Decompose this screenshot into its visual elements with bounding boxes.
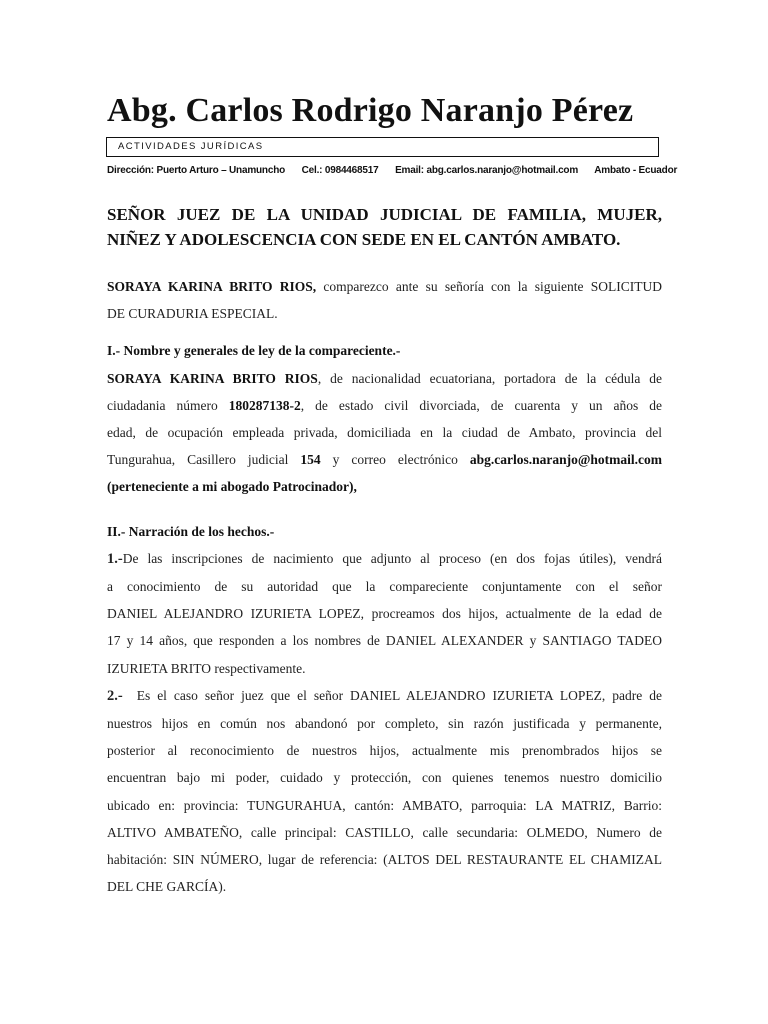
section-2-heading: II.- Narración de los hechos.- (107, 523, 275, 539)
fact-2-line-5: ubicado en: provincia: TUNGURAHUA, cantón: AMBATO, parroquia: LA MATRIZ, Barrio: (107, 797, 662, 813)
fact-2-line-8: DEL CHE GARCÍA). (107, 879, 227, 895)
fact-2-line-3: posterior al reconocimiento de nuestros hijos, actualmente mis prenombrados hijos se (107, 743, 662, 759)
email-address: abg.carlos.naranjo@hotmail.com (469, 452, 662, 468)
fact-2-l1-text: Es el caso señor juez que el señor DANIEL ALEJANDRO IZURIETA LOPEZ, padre de (122, 687, 662, 703)
activities-box (106, 137, 659, 157)
fact-2-line-6: ALTIVO AMBATEÑO, calle principal: CASTILLO, calle secundaria: OLMEDO, Numero de (107, 824, 662, 840)
id-number: 180287138-2 (228, 397, 301, 413)
fact-1-line-1 (107, 545, 662, 573)
document-body (107, 273, 662, 900)
fact-2-line-4: encuentran bajo mi poder, cuidado y protección, con quienes tenemos nuestro domicilio (107, 770, 662, 786)
fact-1-line-3: DANIEL ALEJANDRO IZURIETA LOPEZ, procreamos dos hijos, actualmente de la edad de (107, 606, 662, 622)
intro-text: comparezco ante su señoría con la siguiente SOLICITUD (316, 279, 662, 294)
fact-2-line-1 (107, 682, 662, 710)
fact-1-line-2: a conocimiento de su autoridad que la compareciente conjuntamente con el señor (107, 579, 662, 595)
fact-1-l1-text: De las inscripciones de nacimiento que adjunto al proceso (en dos fojas útiles), vendrá (122, 550, 662, 566)
addressee-heading (107, 202, 662, 252)
fact-1-line-5: IZURIETA BRITO respectivamente. (107, 660, 306, 676)
fact-1-paragraph (107, 545, 662, 682)
s1-l2-a: ciudadania número (107, 397, 229, 413)
fact-2-number: 2.- (107, 687, 123, 704)
lawyer-name: Abg. Carlos Rodrigo Naranjo Pérez (107, 92, 634, 129)
s1-l2-b: , de estado civil divorciada, de cuarenta y un años de (300, 397, 662, 413)
contact-line (107, 165, 691, 176)
addressee-line-2: NIÑEZ Y ADOLESCENCIA CON SEDE EN EL CANTÓN AMBATO. (107, 230, 621, 249)
petitioner-name-2: SORAYA KARINA BRITO RIOS (107, 370, 318, 386)
s1-line-5: (perteneciente a mi abogado Patrocinador), (107, 479, 357, 495)
activities-label: ACTIVIDADES JURÍDICAS (118, 141, 264, 152)
s1-line-2 (107, 392, 662, 419)
fact-2-line-7: habitación: SIN NÚMERO, lugar de referencia: (ALTOS DEL RESTAURANTE EL CHAMIZAL (107, 852, 662, 868)
s1-line-3: edad, de ocupación empleada privada, domiciliada en la ciudad de Ambato, provincia del (107, 425, 662, 441)
fact-2-paragraph (107, 682, 662, 901)
s1-l4-b: y correo electrónico (320, 452, 470, 468)
court-box-number: 154 (300, 452, 321, 468)
intro-line-2: DE CURADURIA ESPECIAL. (107, 306, 278, 322)
intro-line-1 (107, 273, 662, 300)
intro-paragraph (107, 273, 662, 327)
fact-1-line-4: 17 y 14 años, que responden a los nombres de DANIEL ALEXANDER y SANTIAGO TADEO (107, 633, 662, 649)
city-text: Ambato - Ecuador (594, 165, 678, 176)
fact-2-line-2: nuestros hijos en común nos abandonó por completo, sin razón justificada y permanente, (107, 716, 662, 732)
section-1-paragraph (107, 365, 662, 501)
section-1-heading: I.- Nombre y generales de ley de la compareciente.- (107, 343, 401, 359)
s1-line-4 (107, 446, 662, 473)
s1-l1-text: , de nacionalidad ecuatoriana, portadora de la cédula de (317, 370, 662, 386)
addressee-line-1: SEÑOR JUEZ DE LA UNIDAD JUDICIAL DE FAMILIA, MUJER, (107, 205, 662, 224)
address-text: Dirección: Puerto Arturo – Unamuncho (107, 165, 286, 176)
fact-1-number: 1.- (107, 550, 123, 567)
phone-text: Cel.: 0984468517 (301, 165, 379, 176)
email-text: Email: abg.carlos.naranjo@hotmail.com (395, 165, 579, 176)
s1-l4-a: Tungurahua, Casillero judicial (107, 452, 301, 468)
petitioner-name: SORAYA KARINA BRITO RIOS, (107, 279, 317, 294)
s1-line-1 (107, 365, 662, 392)
